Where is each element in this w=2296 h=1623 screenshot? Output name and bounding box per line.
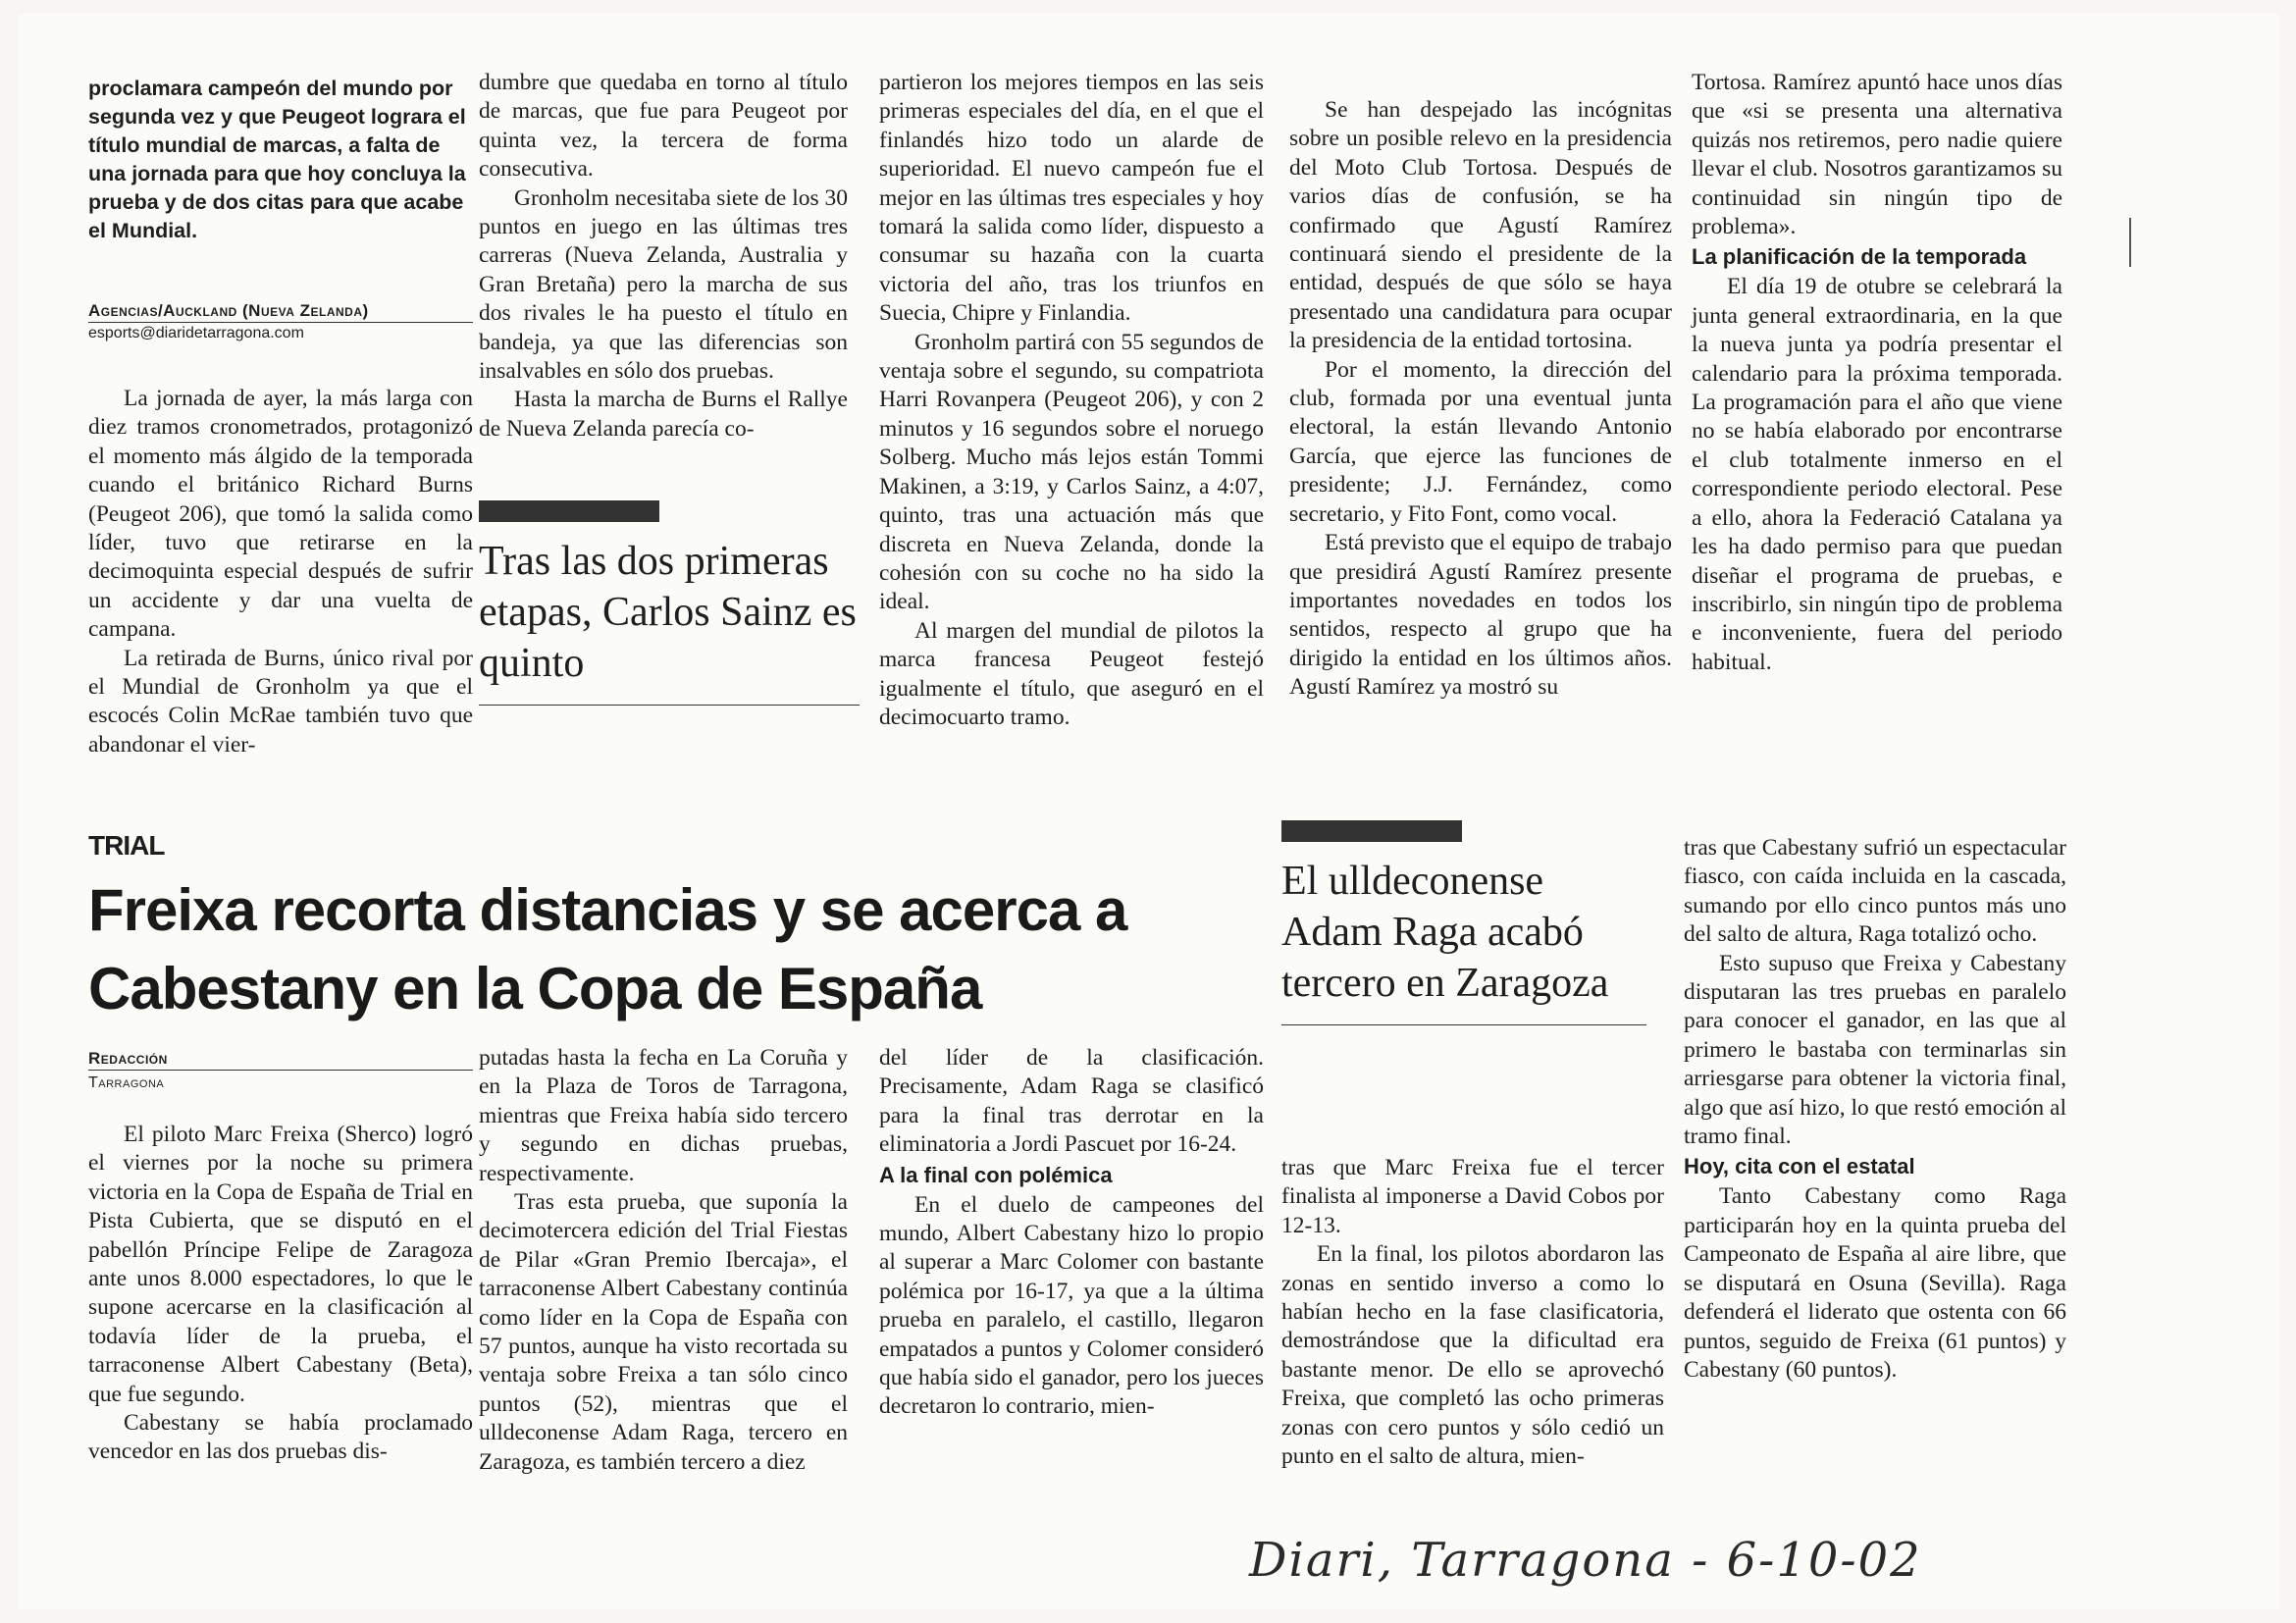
paragraph: del líder de la clasificación. Precisamente, Adam Raga se clasificó para la final tras derrotar en la eliminatoria a Jordi Pascuet por 16-24. [879,1045,1264,1158]
paragraph: La retirada de Burns, único rival por el Mundial de Gronholm ya que el escocés Colin McRae también tuvo que abandonar el vier- [88,645,473,758]
section-label: TRIAL [88,830,165,861]
paragraph: Tanto Cabestany como Raga participarán hoy en la quinta prueba del Campeonato de España al aire libre, que se disputará en Osuna (Sevilla). Raga defenderá el liderato que ostenta con 66 puntos, seguido de Freixa (61 puntos) y Cabestany (60 puntos). [1684,1183,2066,1383]
paragraph: Cabestany se había proclamado vencedor en las dos pruebas dis- [88,1410,473,1465]
trial-column-1 [88,1121,473,1467]
rally-pullquote [479,500,860,706]
trial-pullquote [1281,820,1646,1025]
paragraph: Hasta la marcha de Burns el Rallye de Nueva Zelanda parecía co- [479,387,848,442]
paragraph: Está previsto que el equipo de trabajo que presidirá Agustí Ramírez presente importantes novedades en todos los sentidos, respecto al grupo que ha dirigido la entidad en los últimos años. Agustí Ramírez ya mostró su [1289,530,1672,701]
paragraph: La jornada de ayer, la más larga con diez tramos cronometrados, protagonizó el momento más álgido de la temporada cuando el británico Richard Burns (Peugeot 206), que tomó la salida como líder, tuvo que retirarse en la decimoquinta especial después de sufrir un accidente y dar una vuelta de campana. [88,386,473,643]
pullquote-rule [1281,1024,1646,1025]
motoclub-column-2-top [1692,69,2062,241]
trial-column-3-bottom [879,1191,1264,1422]
rally-column-2 [479,69,848,444]
paragraph: El día 19 de otubre se celebrará la junta general extraordinaria, en la que la nueva junta ya podría presentar el calendario para la próxima temporada. La programación para el año que viene no se había elaborado por encontrarse el club totalmente inmerso en el correspondiente periodo electoral. Pese a ello, ahora la Federació Catalana ya les ha dado permiso para que puedan diseñar el programa de pruebas, e inscribirlo, sin ningún tipo de problema e inconveniente, fuera del periodo habitual. [1692,274,2062,675]
paragraph: partieron los mejores tiempos en las seis primeras especiales del día, en el que el finlandés hizo todo un alarde de superioridad. El nuevo campeón fue el mejor en las últimas tres especiales y hoy tomará la salida como líder, dispuesto a consumar su hazaña con la cuarta victoria del año, tras los triunfos en Suecia, Chipre y Finlandia. [879,70,1264,327]
paragraph: putadas hasta la fecha en La Coruña y en la Plaza de Toros de Tarragona, mientras que Freixa había sido tercero y segundo en dichas pruebas, respectivamente. [479,1045,848,1186]
trial-headline: Freixa recorta distancias y se acerca a Cabestany en la Copa de España [88,877,1127,1021]
rally-column-3 [879,69,1264,732]
trial-byline-author: Redacción [88,1049,168,1068]
paragraph: dumbre que quedaba en torno al título de marcas, que fue para Peugeot por quinta vez, la tercera de forma consecutiva. [479,70,848,183]
motoclub-subhead: La planificación de la temporada [1692,244,2027,270]
paragraph: Por el momento, la dirección del club, formada por una eventual junta electoral, la están llevando Antonio García, que ejerce las funciones de presidente; J.J. Fernández, como secretario, y Fito Font, como vocal. [1289,356,1672,527]
trial-column-5-top [1684,834,2066,1151]
trial-column-5-bottom [1684,1182,2066,1385]
newspaper-clipping [18,14,2278,1609]
rally-byline-email-box [88,324,473,343]
paragraph: tras que Marc Freixa fue el tercer finalista al imponerse a David Cobos por 12-13. [1281,1155,1664,1238]
paragraph: Se han despejado las incógnitas sobre un posible relevo en la presidencia del Moto Club Tortosa. Después de varios días de confusión, se ha confirmado que Agustí Ramírez continuará siendo el presidente de la entidad, después de que sólo se haya presentado una candidatura para ocupar la presidencia de la entidad tortosina. [1289,97,1672,354]
trial-byline-location: Tarragona [88,1074,165,1091]
paragraph: Gronholm necesitaba siete de los 30 puntos en juego en las últimas tres carreras (Nueva Zelanda, Australia y Gran Bretaña) pero la marcha de sus dos rivales le ha puesto el título en bandeja, ya que las diferencias son insalvables en sólo dos pruebas. [479,184,849,385]
motoclub-column-2 [1692,69,2062,677]
trial-byline [88,1048,473,1071]
trial-column-5 [1684,834,2066,1385]
trial-subhead-1: A la final con polémica [879,1162,1113,1187]
paragraph: tras que Cabestany sufrió un espectacular fiasco, con caída incluida en la cascada, sumando por ello cinco puntos más uno del salto de altura, Raga totalizó ocho. [1684,835,2066,948]
rally-byline-agency: Agencias/Auckland (Nueva Zelanda) [88,301,369,320]
trial-subhead-2: Hoy, cita con el estatal [1684,1154,1915,1179]
pullquote-bar [479,500,659,522]
trial-column-4 [1281,1154,1664,1471]
trial-column-3-top [879,1044,1264,1160]
trial-pullquote-text: El ulldeconense Adam Raga acabó tercero en Zaragoza [1281,859,1609,1006]
paragraph: El piloto Marc Freixa (Sherco) logró el viernes por la noche su primera victoria en la Copa de España de Trial en Pista Cubierta, que se disputó en el pabellón Príncipe Felipe de Zaragoza ante unos 8.000 espectadores, lo que le supone acercarse en la clasificación al todavía líder de la prueba, el tarraconense Albert Cabestany (Beta), que fue segundo. [88,1122,473,1407]
trial-byline-location-box [88,1073,473,1093]
paragraph: En la final, los pilotos abordaron las zonas en sentido inverso a como lo habían hecho en la fase clasificatoria, demostrándose que la dificultad era bastante menor. De ello se aprovechó Freixa, que completó las ocho primeras zonas con cero puntos y sólo cedió un punto en el salto de altura, mien- [1281,1241,1664,1470]
rally-byline-email: esports@diaridetarragona.com [88,325,304,341]
rally-pullquote-text: Tras las dos primeras etapas, Carlos Sainz es quinto [479,539,857,686]
handwritten-source-note: Diari, Tarragona - 6-10-02 [1249,1533,1922,1588]
motoclub-column-1 [1289,96,1672,703]
trial-column-3 [879,1044,1264,1422]
pullquote-bar [1281,820,1462,842]
paragraph: Gronholm partirá con 55 segundos de ventaja sobre el segundo, su compatriota Harri Rovanpera (Peugeot 206), y con 2 minutos y 16 segundos sobre el noruego Solberg. Mucho más lejos están Tommi Makinen, a 3:19, y Carlos Sainz, a 4:07, quinto, tras una actuación más que discreta en Nueva Zelanda, donde la cohesión con su coche no ha sido la ideal. [879,329,1264,615]
pullquote-rule [479,705,860,706]
paragraph: Tras esta prueba, que suponía la decimotercera edición del Trial Fiestas de Pilar «Gran Premio Ibercaja», el tarraconense Albert Cabestany continúa como líder en la Copa de España con 57 puntos, aunque ha visto recortada su ventaja sobre Freixa a tan sólo cinco puntos (52), mientras que el ulldeconense Adam Raga, tercero en Zaragoza, es también tercero a diez [479,1189,848,1475]
paragraph: Al margen del mundial de pilotos la marca francesa Peugeot festejó igualmente el título, que aseguró en el decimocuarto tramo. [879,617,1264,730]
rally-byline [88,300,473,323]
rally-lead: proclamara campeón del mundo por segunda vez y que Peugeot lograra el título mundial de marcas, a falta de una jornada para que hoy concluya la prueba y de dos citas para que acabe el Mundial. [88,77,466,242]
paragraph: Esto supuso que Freixa y Cabestany disputaran las tres pruebas en paralelo para conocer el ganador, en las que al primero le bastaba con terminarlas sin arriesgarse para obtener la victoria final, algo que así hizo, lo que restó emoción al tramo final. [1684,950,2066,1150]
rally-column-1 [88,385,473,759]
motoclub-column-2-bottom [1692,273,2062,677]
paragraph: Tortosa. Ramírez apuntó hace unos días que «si se presenta una alternativa quizás nos retiremos, pero nadie quiere llevar el club. Nosotros garantizamos su continuidad sin ningún tipo de problema». [1692,70,2062,240]
paragraph: En el duelo de campeones del mundo, Albert Cabestany hizo lo propio al superar a Marc Colomer con bastante polémica por 16-17, ya que a la última prueba en paralelo, el castillo, llegaron empatados a puntos y Colomer consideró que había sido el ganador, pero los jueces decretaron lo contrario, mien- [879,1191,1264,1420]
trial-column-2 [479,1044,848,1477]
margin-mark [2129,218,2131,267]
